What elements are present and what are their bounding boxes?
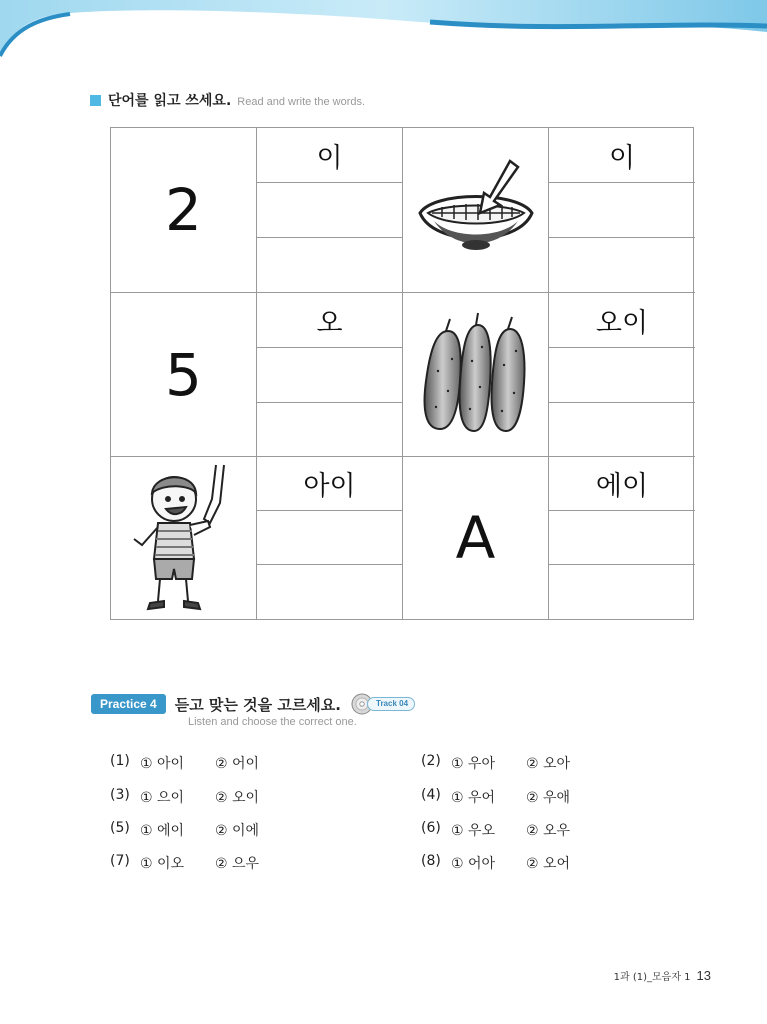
writing-line[interactable]: [549, 238, 695, 293]
word-cell: 오: [257, 293, 403, 348]
section-title-korean: 단어를 읽고 쓰세요.: [108, 93, 232, 109]
writing-line[interactable]: [257, 565, 403, 619]
chapter-label: 1과 (1)_모음자 1: [613, 972, 691, 983]
track-label: Track 04: [367, 697, 415, 711]
option-2[interactable]: ② 우애: [526, 790, 571, 806]
page-footer: [614, 968, 711, 983]
word-cell: 이: [549, 128, 695, 183]
word-grid: [110, 127, 694, 620]
letter-cell: A: [403, 457, 549, 619]
practice-title: 듣고 맞는 것을 고르세요.: [174, 695, 341, 714]
option-2[interactable]: ② 오어: [526, 856, 571, 872]
section-title: [90, 90, 365, 110]
option-2[interactable]: ② 으우: [215, 856, 260, 872]
mouth-teeth-icon: [414, 155, 538, 265]
question-item: [110, 853, 287, 873]
question-item: [421, 820, 598, 840]
writing-line[interactable]: [549, 565, 695, 619]
practice-subtitle: Listen and choose the correct one.: [188, 716, 357, 728]
cucumbers-icon: [418, 311, 534, 439]
writing-line[interactable]: [549, 403, 695, 457]
question-item: [110, 787, 287, 807]
question-number: (8): [421, 853, 441, 869]
question-item: [421, 753, 598, 773]
option-1[interactable]: ① 으이: [140, 790, 185, 806]
question-item: [110, 820, 287, 840]
word-cell: 이: [257, 128, 403, 183]
option-1[interactable]: ① 우오: [451, 823, 496, 839]
option-2[interactable]: ② 어이: [215, 756, 260, 772]
option-2[interactable]: ② 오아: [526, 756, 571, 772]
option-1[interactable]: ① 아이: [140, 756, 185, 772]
question-item: [421, 787, 598, 807]
page-number: 13: [696, 968, 711, 983]
question-number: (7): [110, 853, 130, 869]
option-2[interactable]: ② 이에: [215, 823, 260, 839]
option-1[interactable]: ① 우어: [451, 790, 496, 806]
number-cell: 2: [111, 128, 257, 293]
writing-line[interactable]: [549, 183, 695, 238]
track-button[interactable]: [351, 693, 415, 715]
question-number: (2): [421, 753, 441, 769]
practice-header: [91, 693, 415, 715]
number-cell: 5: [111, 293, 257, 457]
writing-line[interactable]: [257, 183, 403, 238]
word-cell: 아이: [257, 457, 403, 511]
writing-line[interactable]: [257, 238, 403, 293]
question-number: (3): [110, 787, 130, 803]
writing-line[interactable]: [549, 511, 695, 565]
mouth-picture-cell: [403, 128, 549, 293]
writing-line[interactable]: [257, 511, 403, 565]
option-1[interactable]: ① 우아: [451, 756, 496, 772]
option-2[interactable]: ② 오우: [526, 823, 571, 839]
question-number: (4): [421, 787, 441, 803]
question-number: (5): [110, 820, 130, 836]
question-item: [110, 753, 287, 773]
cucumber-picture-cell: [403, 293, 549, 457]
writing-line[interactable]: [257, 348, 403, 403]
question-number: (1): [110, 753, 130, 769]
word-cell: 에이: [549, 457, 695, 511]
option-2[interactable]: ② 오이: [215, 790, 260, 806]
child-picture-cell: [111, 457, 257, 619]
option-1[interactable]: ① 에이: [140, 823, 185, 839]
question-item: [421, 853, 598, 873]
option-1[interactable]: ① 어아: [451, 856, 496, 872]
bullet-square-icon: [90, 95, 101, 106]
child-icon: [124, 463, 244, 613]
header-wave: [0, 0, 767, 70]
writing-line[interactable]: [549, 348, 695, 403]
question-number: (6): [421, 820, 441, 836]
writing-line[interactable]: [257, 403, 403, 457]
option-1[interactable]: ① 이오: [140, 856, 185, 872]
word-cell: 오이: [549, 293, 695, 348]
practice-badge: Practice 4: [91, 694, 166, 714]
section-title-english: Read and write the words.: [237, 96, 366, 108]
